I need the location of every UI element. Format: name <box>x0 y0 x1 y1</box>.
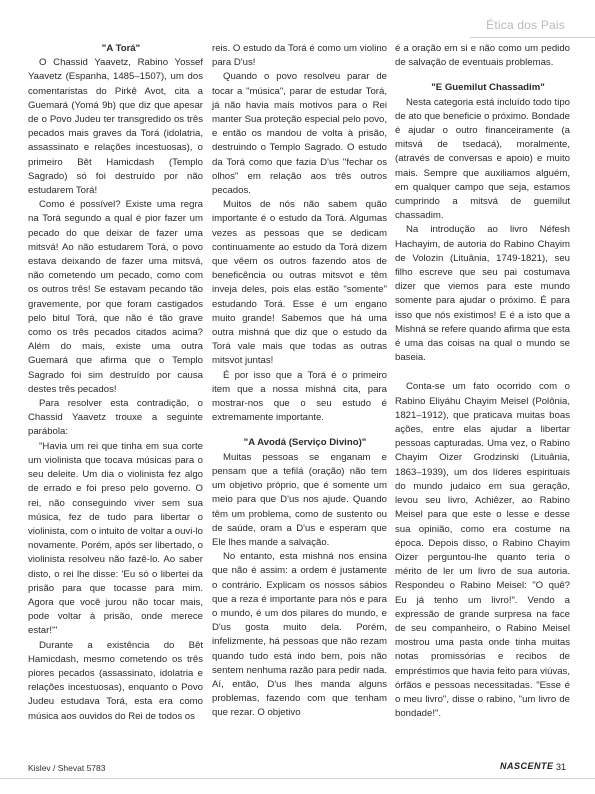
paragraph: O Chassid Yaavetz, Rabino Yossef Yaavetz (Espanha, 1485–1507), um dos comentaristas do Pirkê Avot, cita a Guemará (Yomá 9b) que diz que apesar de o Povo Judeu ter transgredido os três pecados mais graves da Torá (idolatria, assassinato e relações incestuosas), o primeiro Bêt Hamicdash (Templo Sagrado) só foi destruído por não estudarem Torá! <box>28 57 203 197</box>
spacer <box>212 425 387 436</box>
footer-divider <box>0 778 595 779</box>
paragraph: Durante a existência do Bêt Hamicdash, mesmo cometendo os três piores pecados (assassinato, idolatria e relações incestuosas), enquanto o Povo Judeu estudava Torá, esta era como música aos ouvidos do Rei de todos os <box>28 639 203 722</box>
header-divider <box>470 37 595 38</box>
paragraph: reis. O estudo da Torá é como um violino para D'us! <box>212 43 387 69</box>
column-2 <box>212 42 387 721</box>
column-3 <box>395 42 570 721</box>
section-title-tora: "A Torá" <box>101 43 141 54</box>
page-header-title: Ética dos Pais <box>486 18 565 32</box>
paragraph: Muitas pessoas se enganam e pensam que a tefilá (oração) não tem um objetivo próprio, que é somente um meio para que D'us nos ajude. Quando têm um problema, como de sustento ou de saúde, oram a D'us e esperam que Ele lhes mande a salvação. <box>212 451 387 548</box>
spacer <box>395 70 570 81</box>
paragraph: Na introdução ao livro Néfesh Hachayim, de autoria do Rabino Chayim de Volozin (Lituânia, 1749-1821), seu filho escreve que seu pai costumava dizer que viemos para este mundo somente para ajudar o próximo. É para isso que nós existimos! E é a isto que a Mishná se refere quando afirma que esta é uma das coisas na qual o mundo se baseia. <box>395 224 570 364</box>
paragraph: Conta-se um fato ocorrido com o Rabino Eliyáhu Chayim Meisel (Polônia, 1821–1912), que praticava muitas boas ações, entre elas ajudar a libertar pessoas capturadas. Uma vez, o Rabino Chayim Oizer Grodzinski (Lituânia, 1863–1939), um dos líderes espirituais do mundo judaico em sua geração, levou seu livro, Achiêzer, ao Rabino Meisel para que este o lesse e desse sua opinião, como era costume na época. Depois disso, o Rabino Chayim Oizer perguntou-lhe quanto teria o mérito de ler um livro de sua autoria. Respondeu o Rabino Meisel: "O quê? Eu já tenho um livro!". Vendo a expressão de grande surpresa na face de seu companheiro, o Rabino Meisel mostrou uma pasta onde tinha muitas notas promissórias e recibos de empréstimos que havia feito para viúvas, órfãos e pessoas necessitadas. "Esse é o meu livro", disse o rabino, "um livro de bondade!". <box>395 381 570 720</box>
paragraph: Quando o povo resolveu parar de tocar a "música", parar de estudar Torá, já não havia mais motivos para o Rei manter Sua proteção especial pelo povo, e então os mandou de volta à prisão, destruindo o Templo Sagrado. O estudo da Torá como que fazia D'us "fechar os olhos" em relação aos três outros pecados. <box>212 71 387 197</box>
paragraph: "Havia um rei que tinha em sua corte um violinista que tocava músicas para o seu deleite. Um dia o violinista fez algo de errado e foi preso pelo governo. O rei, não conseguindo viver sem sua música, fez de tudo para libertar o violinista, com o intuito de voltar a ouvi-lo novamente. Porém, após ser libertado, o violinista resolveu não fazê-lo. Ao saber disto, o rei lhe disse: 'Eu só o libertei da prisão para que tocasse para mim. Agora que você jurou não tocar mais, pode voltar à prisão, onde merece estar!'" <box>28 440 203 637</box>
paragraph: No entanto, esta mishná nos ensina que não é assim: a ordem é justamente o contrário. Explicam os nossos sábios que a reza é importante para nós e para o mundo, é um dos pilares do mundo, e D'us gosta muito dela. Porém, infelizmente, há pessoas que não rezam quando tudo está indo bem, pois não sentem nenhuma razão para pedir nada. Aí, então, D'us lhes manda alguns problemas, fazendo com que tenham que rezar. O objetivo <box>212 551 387 719</box>
page-number: 31 <box>556 762 567 772</box>
section-title-guemilut-chassadim: "E Guemilut Chassadim" <box>431 82 545 94</box>
paragraph: Nesta categoria está incluído todo tipo de ato que beneficie o próximo. Bondade é ajudar o outro financeiramente (a mitsvá de tsedacá), moralmente, (através de conversas e apoio) e muito mais. Sempre que auxiliamos alguém, em qualquer campo que seja, estamos cumprindo a mitsvá de guemilut chassadim. <box>395 96 570 222</box>
section-title-avoda: "A Avodá (Serviço Divino)" <box>243 437 367 449</box>
paragraph: Para resolver esta contradição, o Chassid Yaavetz trouxe a seguinte parábola: <box>28 398 203 438</box>
magazine-logo: NASCENTE <box>500 761 554 771</box>
issue-date: Kislev / Shevat 5783 <box>28 763 106 773</box>
paragraph: É por isso que a Torá é o primeiro item que a nossa mishná cita, para mostrar-nos que o seu estudo é extremamente importante. <box>212 369 387 424</box>
spacer <box>395 365 570 380</box>
column-1 <box>28 42 203 724</box>
paragraph: Muitos de nós não sabem quão importante é o estudo da Torá. Algumas vezes as pessoas que se dedicam continuamente ao estudo da Torá dizem que vêem os outros fazendo atos de beneficência ou outras mitsvot e têm inveja deles, pois elas estão "somente" estudando Torá. Esse é um engano muito grande! Sabemos que há uma outra mishná que diz que o estudo da Torá vale mais que todas as outras mitsvot juntas! <box>212 199 387 367</box>
paragraph: é a oração em si e não como um pedido de salvação de eventuais problemas. <box>395 43 570 69</box>
paragraph: Como é possível? Existe uma regra na Torá segundo a qual é pior fazer um pecado do que deixar de fazer uma mitsvá! Ao não estudarem Torá, o povo estava deixando de fazer uma mitsvá, não cometendo um pecado, como com os outros três! Se estavam pecando tão gravemente, por que foram castigados pelo bitul Torá, que não é tão grave como os três pecados citados acima? Além do mais, existe uma outra Guemará que afirma que o Templo Sagrado foi sim destruído por causa destes três pecados! <box>28 199 203 395</box>
